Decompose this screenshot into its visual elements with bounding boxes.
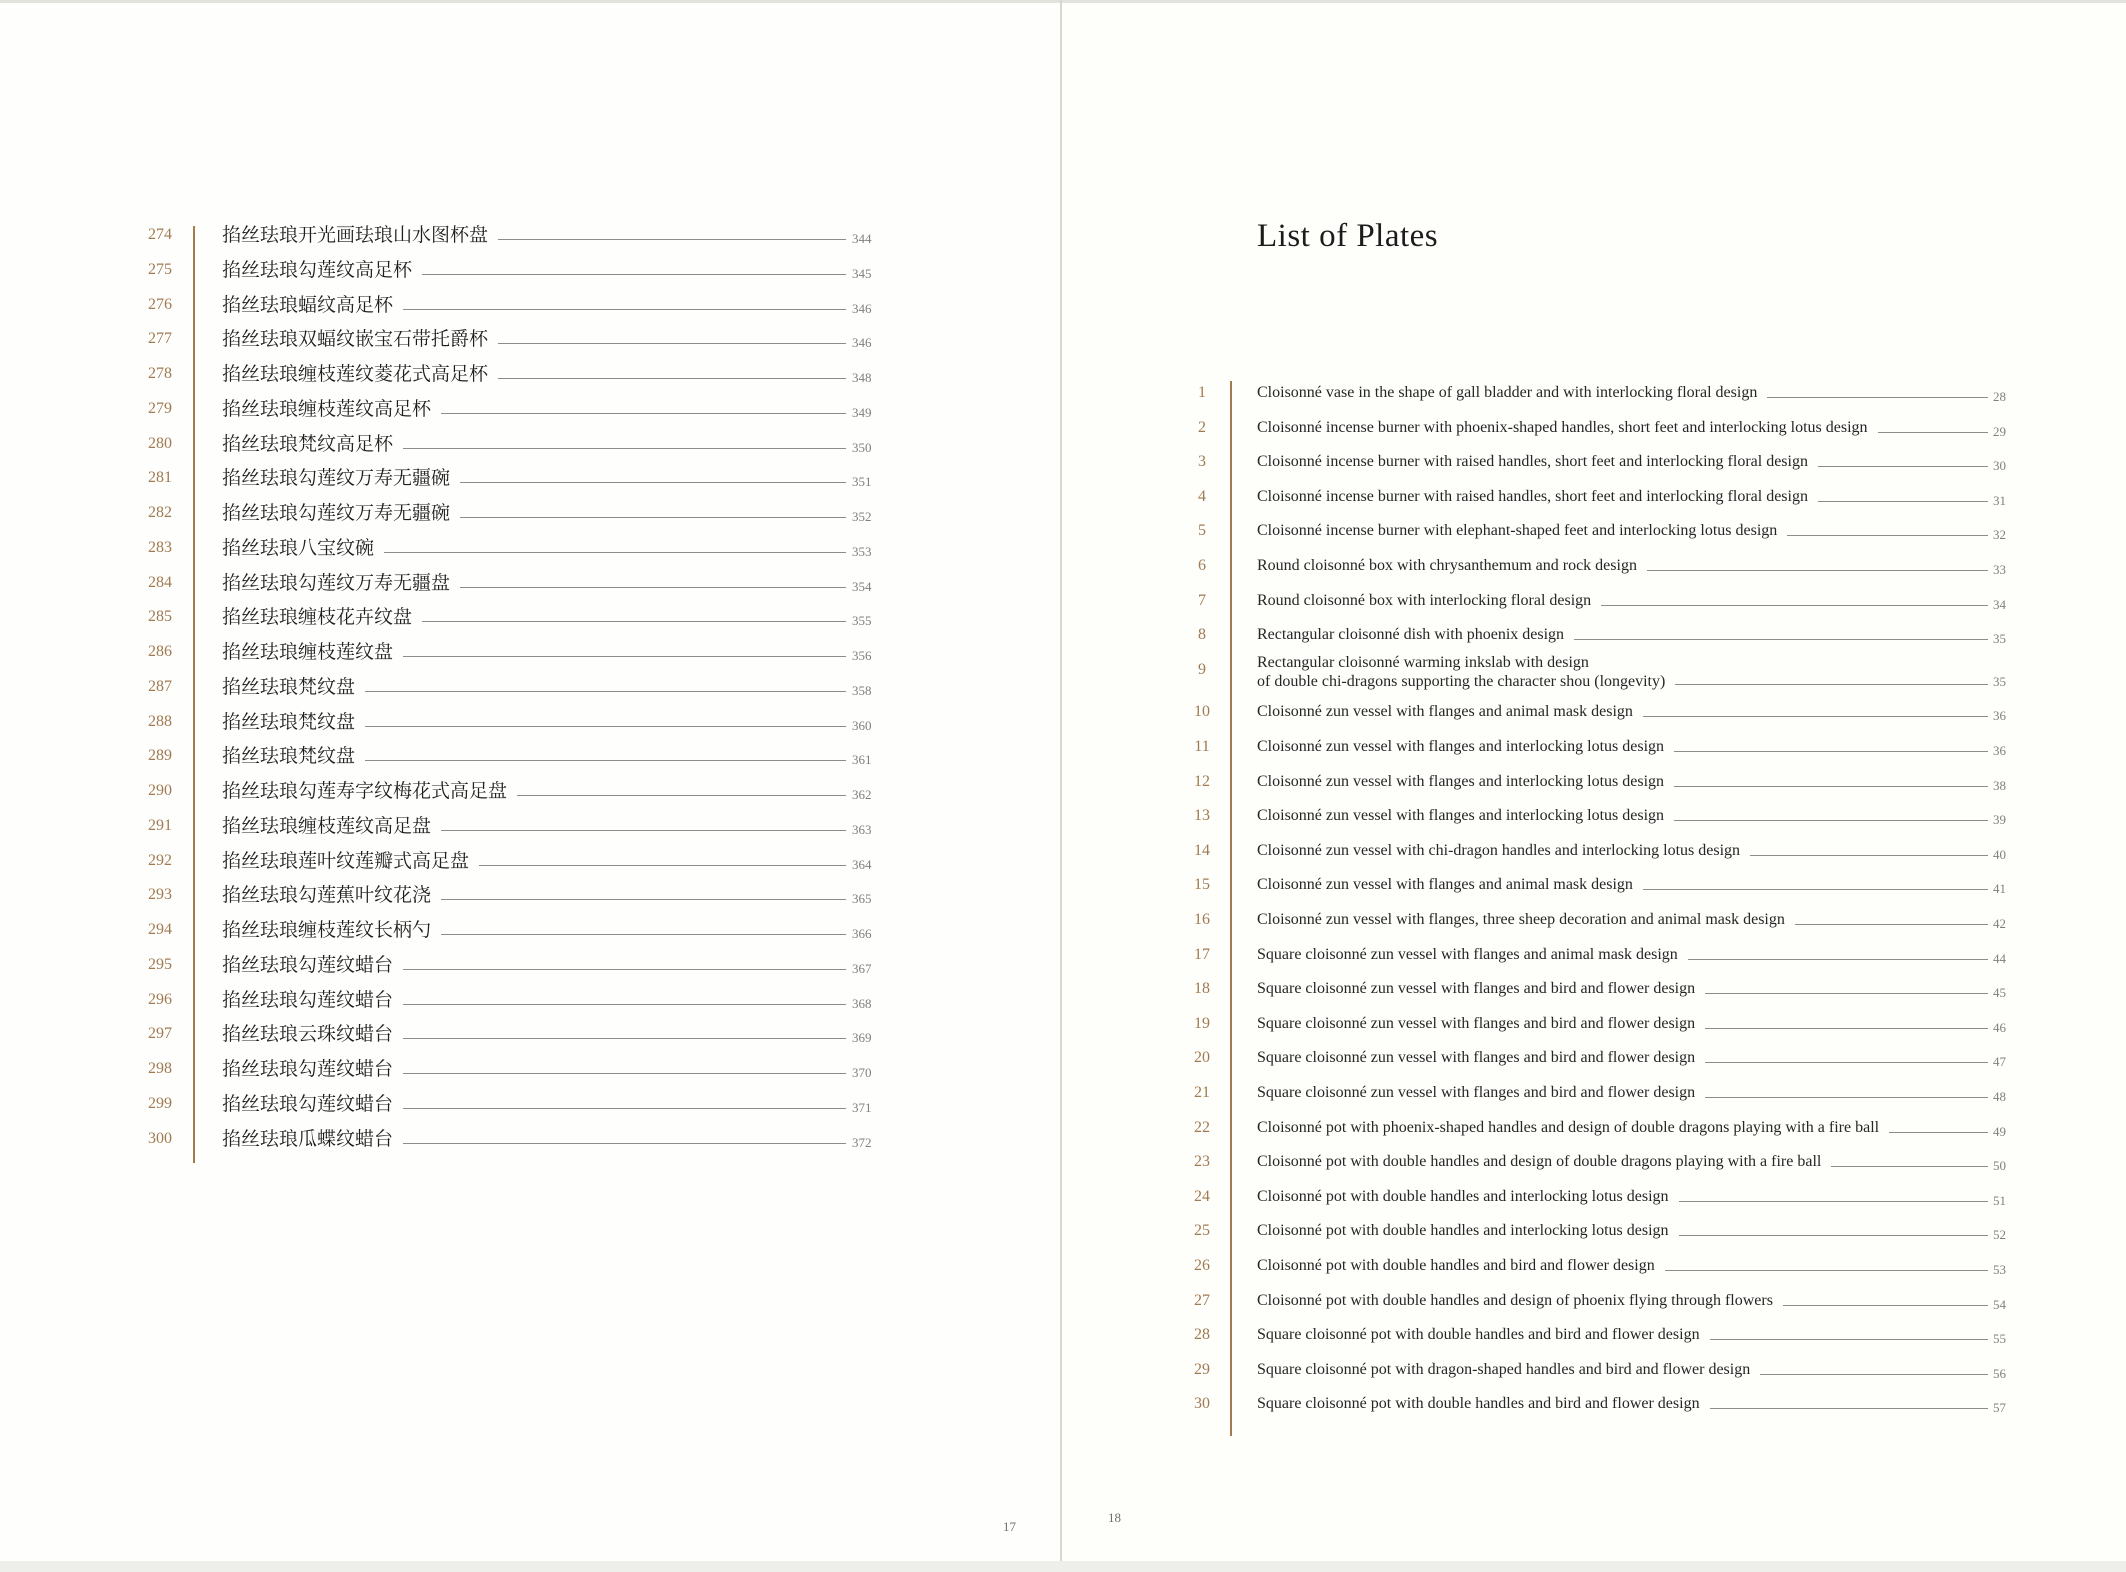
plate-number: 28 — [1194, 1326, 1210, 1344]
list-item — [0, 695, 2020, 730]
plate-number: 17 — [1194, 945, 1210, 963]
plate-title: Square cloisonné pot with dragon-shaped handles and bird and flower design — [1257, 1360, 1751, 1378]
plate-title: Cloisonné pot with phoenix-shaped handles and design of double dragons playing with a fire ball — [1257, 1118, 1880, 1136]
dot-leader — [1705, 1028, 1988, 1029]
plate-number: 285 — [148, 608, 172, 626]
plate-number: 14 — [1194, 841, 1210, 859]
dot-leader — [1679, 1235, 1988, 1236]
plate-title: Cloisonné pot with double handles and bird and flower design — [1257, 1256, 1655, 1274]
list-item — [0, 218, 900, 253]
page-number: 54 — [1993, 1296, 2006, 1312]
plate-number: 15 — [1194, 876, 1210, 894]
dot-leader — [1705, 993, 1988, 994]
dot-leader — [403, 309, 846, 310]
page-number: 372 — [852, 1134, 872, 1150]
list-item — [0, 480, 2020, 515]
list-item — [0, 868, 2020, 903]
page-number: 366 — [852, 926, 872, 941]
right-folio: 18 — [1108, 1510, 1121, 1525]
plate-title: 掐丝珐琅云珠纹蜡台 — [222, 1023, 394, 1046]
plate-number: 27 — [1194, 1291, 1210, 1309]
dot-leader — [1889, 1132, 1988, 1133]
plate-title: 掐丝珐琅勾莲蕉叶纹花浇 — [222, 884, 432, 907]
plate-title: Cloisonné zun vessel with flanges, three sheep decoration and animal mask design — [1257, 910, 1785, 928]
page-number: 35 — [1993, 631, 2006, 647]
plate-title: 掐丝珐琅缠枝花卉纹盘 — [222, 606, 413, 629]
plate-title: 掐丝珐琅开光画珐琅山水图杯盘 — [222, 224, 489, 246]
plate-title: 掐丝珐琅梵纹高足杯 — [222, 432, 394, 455]
plate-title-line: Rectangular cloisonné warming inkslab with design — [1257, 653, 1589, 671]
dot-leader — [1675, 684, 1988, 685]
page-number: 47 — [1993, 1054, 2006, 1070]
plate-number: 25 — [1194, 1222, 1210, 1240]
list-item — [0, 1353, 2020, 1388]
plate-title: Cloisonné incense burner with phoenix-shaped handles, short feet and interlocking lotus design — [1257, 418, 1868, 436]
page-number: 363 — [852, 821, 872, 837]
page-number: 370 — [852, 1065, 872, 1080]
plate-title: 掐丝珐琅缠枝莲纹盘 — [222, 641, 394, 663]
list-item — [0, 376, 2020, 411]
plate-number: 7 — [1198, 591, 1206, 609]
plate-number: 295 — [148, 955, 172, 973]
list-item — [0, 834, 2020, 869]
plate-title: Cloisonné zun vessel with flanges and interlocking lotus design — [1257, 807, 1665, 825]
dot-leader — [1795, 924, 1988, 925]
plate-title: 掐丝珐琅蝠纹高足杯 — [222, 293, 394, 316]
plate-number: 29 — [1194, 1360, 1210, 1378]
plate-number: 281 — [148, 469, 172, 487]
page-number: 36 — [1993, 708, 2006, 724]
plate-number: 22 — [1194, 1118, 1210, 1136]
plate-number: 300 — [148, 1129, 172, 1147]
page-number: 355 — [852, 613, 872, 629]
dot-leader — [1710, 1408, 1988, 1409]
plate-title: Cloisonné zun vessel with flanges and animal mask design — [1257, 876, 1633, 894]
page-number: 346 — [852, 300, 872, 316]
plate-title: Cloisonné pot with double handles and design of double dragons playing with a fire ball — [1257, 1153, 1822, 1171]
page-number: 39 — [1993, 812, 2006, 828]
dot-leader — [422, 274, 846, 275]
dot-leader — [1643, 716, 1988, 717]
dot-leader — [1710, 1339, 1988, 1340]
left-folio: 17 — [1003, 1519, 1016, 1534]
plate-title: Cloisonné zun vessel with flanges and animal mask design — [1257, 703, 1633, 721]
plate-number: 296 — [148, 990, 172, 1008]
list-item — [0, 653, 2020, 696]
list-item — [0, 288, 900, 323]
dot-leader — [1647, 570, 1988, 571]
plate-title: 掐丝珐琅勾莲纹万寿无疆碗 — [222, 502, 451, 524]
page-number: 354 — [852, 578, 872, 594]
plate-title: 掐丝珐琅勾莲纹蜡台 — [222, 988, 394, 1011]
page-number: 35 — [1993, 674, 2006, 690]
bottom-edge — [0, 1561, 2126, 1572]
plate-number: 26 — [1194, 1256, 1210, 1274]
plate-title: Square cloisonné zun vessel with flanges and bird and flower design — [1257, 1083, 1696, 1101]
dot-leader — [1601, 605, 1988, 606]
dot-leader — [1688, 959, 1988, 960]
page-number: 55 — [1993, 1331, 2006, 1347]
list-item — [0, 253, 900, 288]
plate-number: 293 — [148, 886, 172, 904]
dot-leader — [1674, 786, 1988, 787]
page-number: 364 — [852, 856, 872, 872]
plate-number: 294 — [148, 921, 172, 938]
plate-number: 24 — [1194, 1187, 1210, 1205]
plate-number: 280 — [148, 434, 172, 452]
dot-leader — [498, 239, 846, 240]
plate-title: 掐丝珐琅双蝠纹嵌宝石带托爵杯 — [222, 328, 489, 351]
list-item — [0, 411, 2020, 446]
page-number: 353 — [852, 543, 872, 559]
plate-title: 掐丝珐琅缠枝莲纹长柄勺 — [222, 919, 432, 941]
dot-leader — [1878, 432, 1988, 433]
list-item — [0, 1249, 2020, 1284]
page-number: 29 — [1993, 423, 2006, 439]
plate-title: 掐丝珐琅莲叶纹莲瓣式高足盘 — [222, 849, 470, 872]
page-number: 350 — [852, 439, 872, 455]
plate-number: 286 — [148, 643, 172, 660]
plate-number: 278 — [148, 365, 172, 382]
plate-number: 275 — [148, 260, 172, 278]
plate-number: 291 — [148, 816, 172, 834]
page-number: 346 — [852, 335, 872, 351]
list-item — [0, 903, 2020, 938]
list-item — [0, 1180, 2020, 1215]
plate-number: 283 — [148, 538, 172, 556]
plate-title: 掐丝珐琅梵纹盘 — [222, 675, 356, 698]
plate-number: 298 — [148, 1060, 172, 1077]
list-item — [0, 445, 2020, 480]
plate-number: 276 — [148, 295, 172, 313]
plate-title: Square cloisonné zun vessel with flanges and bird and flower design — [1257, 1049, 1696, 1067]
dot-leader — [1674, 820, 1988, 821]
page-number: 50 — [1993, 1158, 2006, 1174]
plate-title: 掐丝珐琅勾莲纹蜡台 — [222, 953, 394, 976]
page-number: 49 — [1993, 1123, 2006, 1139]
plate-number: 21 — [1194, 1083, 1210, 1101]
plate-number: 2 — [1198, 418, 1206, 436]
plate-title: Cloisonné pot with double handles and interlocking lotus design — [1257, 1187, 1669, 1205]
dot-leader — [1818, 501, 1988, 502]
page-number: 57 — [1993, 1400, 2006, 1416]
plate-title-line: of double chi-dragons supporting the character shou (longevity) — [1257, 672, 1666, 690]
plate-number: 290 — [148, 782, 172, 799]
plate-title: Cloisonné pot with double handles and design of phoenix flying through flowers — [1257, 1291, 1773, 1309]
plate-title: Cloisonné incense burner with elephant-shaped feet and interlocking lotus design — [1257, 522, 1778, 540]
page-number: 344 — [852, 231, 872, 246]
page-number: 368 — [852, 995, 872, 1011]
dot-leader — [1665, 1270, 1988, 1271]
plate-title: 掐丝珐琅勾莲寿字纹梅花式高足盘 — [222, 780, 508, 802]
plate-number: 19 — [1194, 1014, 1210, 1032]
page-number: 38 — [1993, 777, 2006, 793]
plate-number: 279 — [148, 399, 172, 417]
plate-number: 292 — [148, 851, 172, 869]
list-item — [0, 1041, 2020, 1076]
page-number: 351 — [852, 474, 872, 490]
page-number: 32 — [1993, 527, 2006, 543]
page-number: 361 — [852, 752, 872, 768]
dot-leader — [1679, 1201, 1988, 1202]
plate-title: 掐丝珐琅缠枝莲纹菱花式高足杯 — [222, 363, 489, 385]
page-number: 31 — [1993, 492, 2006, 508]
page-number: 349 — [852, 404, 872, 420]
page-number: 371 — [852, 1099, 872, 1115]
plate-title: Round cloisonné box with interlocking floral design — [1257, 591, 1592, 609]
list-item — [0, 1145, 2020, 1180]
page-number: 56 — [1993, 1365, 2006, 1381]
plate-number: 23 — [1194, 1153, 1210, 1171]
page-number: 30 — [1993, 458, 2006, 474]
list-item — [0, 514, 2020, 549]
plate-title: Rectangular cloisonné dish with phoenix design — [1257, 626, 1565, 644]
dot-leader — [1705, 1062, 1988, 1063]
list-item — [0, 972, 2020, 1007]
plate-title — [1257, 653, 1665, 691]
dot-leader — [498, 343, 846, 344]
plate-number: 287 — [148, 677, 172, 695]
plate-number: 1 — [1198, 384, 1206, 401]
page-number: 36 — [1993, 742, 2006, 758]
plate-number: 13 — [1194, 807, 1210, 825]
plate-title: Square cloisonné zun vessel with flanges and bird and flower design — [1257, 1014, 1696, 1032]
plate-title: Cloisonné zun vessel with flanges and interlocking lotus design — [1257, 772, 1665, 790]
plate-title: 掐丝珐琅梵纹盘 — [222, 745, 356, 768]
plate-number: 282 — [148, 504, 172, 521]
plate-title: Cloisonné pot with double handles and interlocking lotus design — [1257, 1222, 1669, 1240]
dot-leader — [1574, 639, 1988, 640]
list-item — [0, 322, 900, 357]
list-item — [0, 1318, 2020, 1353]
plate-title: 掐丝珐琅勾莲纹蜡台 — [222, 1092, 394, 1115]
plate-number: 289 — [148, 747, 172, 765]
page-number: 33 — [1993, 562, 2006, 577]
plate-number: 288 — [148, 712, 172, 730]
page-number: 345 — [852, 265, 872, 281]
page-number: 53 — [1993, 1261, 2006, 1277]
plate-title: Square cloisonné pot with double handles and bird and flower design — [1257, 1326, 1700, 1344]
plate-title: 掐丝珐琅勾莲纹万寿无疆盘 — [222, 571, 451, 594]
page-number: 356 — [852, 648, 872, 663]
page-number: 367 — [852, 960, 872, 976]
page-number: 44 — [1993, 950, 2006, 966]
dot-leader — [1705, 1097, 1988, 1098]
dot-leader — [1818, 466, 1988, 467]
page-number: 40 — [1993, 846, 2006, 862]
plate-title: Round cloisonné box with chrysanthemum and rock design — [1257, 557, 1637, 574]
page-number: 360 — [852, 717, 872, 733]
plate-number: 5 — [1198, 522, 1206, 540]
list-item — [0, 799, 2020, 834]
list-item — [0, 1076, 2020, 1111]
page-number: 46 — [1993, 1019, 2006, 1035]
list-item — [0, 584, 2020, 619]
plate-number: 9 — [1198, 660, 1206, 678]
page-number: 28 — [1993, 389, 2006, 404]
list-item — [0, 1007, 2020, 1042]
page-number: 369 — [852, 1030, 872, 1046]
page-title: List of Plates — [1257, 218, 1439, 254]
list-item — [0, 1214, 2020, 1249]
plate-title: 掐丝珐琅八宝纹碗 — [222, 536, 375, 559]
page-number: 352 — [852, 509, 872, 524]
page-number: 45 — [1993, 985, 2006, 1001]
dot-leader — [1760, 1374, 1988, 1375]
list-item — [0, 1111, 2020, 1146]
list-item — [0, 1387, 2020, 1422]
page-number: 348 — [852, 370, 872, 385]
plate-number: 297 — [148, 1025, 172, 1043]
plate-title: Cloisonné zun vessel with chi-dragon handles and interlocking lotus design — [1257, 841, 1741, 859]
page-number: 358 — [852, 682, 872, 698]
plate-number: 11 — [1194, 737, 1210, 755]
plate-title: Square cloisonné zun vessel with flanges and animal mask design — [1257, 945, 1678, 963]
dot-leader — [1643, 889, 1988, 890]
plate-number: 20 — [1194, 1049, 1210, 1067]
plate-number: 284 — [148, 573, 172, 591]
plate-title: Cloisonné incense burner with raised handles, short feet and interlocking floral design — [1257, 487, 1808, 505]
plate-number: 4 — [1198, 487, 1206, 505]
plate-title: Square cloisonné pot with double handles and bird and flower design — [1257, 1395, 1700, 1413]
plate-number: 30 — [1194, 1395, 1210, 1413]
plate-title: 掐丝珐琅勾莲纹蜡台 — [222, 1058, 394, 1080]
dot-leader — [1787, 535, 1988, 536]
plate-title: 掐丝珐琅瓜蝶纹蜡台 — [222, 1127, 394, 1150]
plate-title: Cloisonné zun vessel with flanges and interlocking lotus design — [1257, 737, 1665, 755]
plate-number: 10 — [1194, 703, 1210, 721]
dot-leader — [1674, 751, 1988, 752]
plate-title: 掐丝珐琅梵纹盘 — [222, 710, 356, 733]
page-number: 48 — [1993, 1088, 2006, 1104]
page-number: 52 — [1993, 1227, 2006, 1243]
list-item — [0, 618, 2020, 653]
plate-title: Cloisonné vase in the shape of gall bladder and with interlocking floral design — [1257, 384, 1758, 401]
dot-leader — [1783, 1305, 1988, 1306]
page-number: 41 — [1993, 881, 2006, 897]
page-number: 362 — [852, 787, 872, 802]
dot-leader — [1767, 397, 1988, 398]
list-item — [0, 938, 2020, 973]
plate-number: 12 — [1194, 772, 1210, 790]
dot-leader — [1750, 855, 1988, 856]
plate-number: 16 — [1194, 910, 1210, 928]
list-item — [0, 549, 2020, 584]
list-item — [0, 1284, 2020, 1319]
plate-title: 掐丝珐琅勾莲纹高足杯 — [222, 258, 413, 281]
plate-number: 18 — [1194, 980, 1210, 998]
list-item — [0, 730, 2020, 765]
plate-number: 274 — [148, 226, 172, 243]
plate-title: Cloisonné incense burner with raised handles, short feet and interlocking floral design — [1257, 453, 1808, 471]
plate-number: 6 — [1198, 557, 1206, 574]
page-number: 365 — [852, 891, 872, 907]
plate-title: Square cloisonné zun vessel with flanges and bird and flower design — [1257, 980, 1696, 998]
plate-title: 掐丝珐琅缠枝莲纹高足杯 — [222, 397, 432, 420]
plate-number: 3 — [1198, 453, 1206, 471]
page-number: 42 — [1993, 915, 2006, 931]
plate-title: 掐丝珐琅勾莲纹万寿无疆碗 — [222, 467, 451, 490]
plate-number: 277 — [148, 330, 172, 348]
list-item — [0, 765, 2020, 800]
plate-title: 掐丝珐琅缠枝莲纹高足盘 — [222, 814, 432, 837]
page-number: 51 — [1993, 1192, 2006, 1208]
dot-leader — [1831, 1166, 1988, 1167]
plate-number: 299 — [148, 1094, 172, 1112]
plate-number: 8 — [1198, 626, 1206, 644]
page-number: 34 — [1993, 596, 2006, 612]
